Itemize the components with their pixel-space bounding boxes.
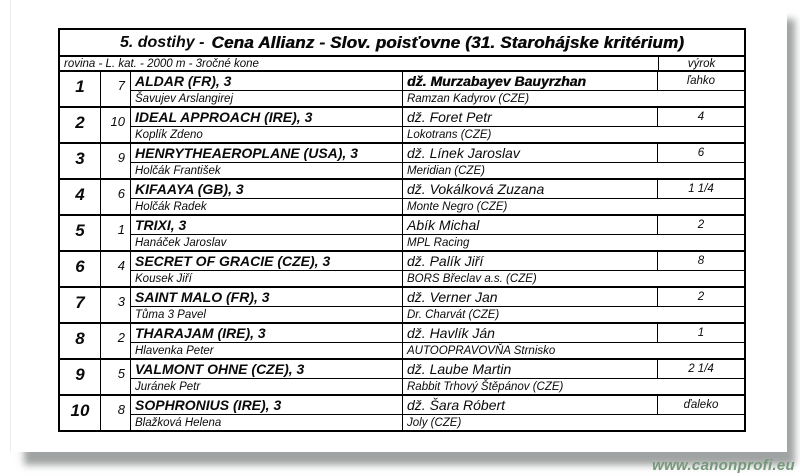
verdict-value: 4 [658,108,744,127]
verdict-value: 6 [658,144,744,163]
owner-name: Joly (CZE) [407,416,462,429]
jockey-name: dž. Laube Martin [403,360,658,379]
position-value: 6 [60,252,101,286]
position-value: 9 [60,360,101,394]
verdict-column-header: výrok [658,57,744,70]
race-conditions: rovina - L. kat. - 2000 m - 3ročné kone [64,57,259,70]
owner-name: Rabbit Trhový Štěpánov (CZE) [407,380,564,393]
start-number: 5 [101,360,131,394]
verdict-value: 1 1/4 [658,180,744,199]
result-row [60,396,744,430]
trainer-name: Koplík Zdeno [131,127,403,142]
verdict-value: 2 [658,288,744,307]
owner-name: BORS Břeclav a.s. (CZE) [407,272,537,285]
horse-name: IDEAL APPROACH (IRE), 3 [131,108,403,127]
jockey-name: dž. Šara Róbert [403,396,658,415]
start-number: 4 [101,252,131,286]
trainer-name: Tůma 3 Pavel [131,307,403,322]
horse-name: VALMONT OHNE (CZE), 3 [131,360,403,379]
race-results-table [58,28,746,432]
result-row [60,324,744,360]
start-number: 2 [101,324,131,358]
start-number: 8 [101,396,131,430]
verdict-value: ďaleko [658,396,744,415]
verdict-value: ľahko [658,72,744,91]
trainer-name: Hanáček Jaroslav [131,235,403,250]
start-number: 6 [101,180,131,214]
result-row [60,108,744,144]
jockey-name: dž. Foret Petr [403,108,658,127]
horse-name: SOPHRONIUS (IRE), 3 [131,396,403,415]
horse-name: TRIXI, 3 [131,216,403,235]
jockey-name: dž. Murzabayev Bauyrzhan [407,73,586,89]
trainer-name: Šavujev Arslangirej [131,91,403,106]
start-number: 1 [101,216,131,250]
owner-name: Monte Negro (CZE) [407,200,508,213]
result-row [60,144,744,180]
result-row [60,72,744,108]
scanned-page [10,0,787,452]
trainer-name: Holčák Radek [131,199,403,214]
race-title-row [60,30,744,57]
race-name: Cena Allianz - Slov. poisťovne (31. Starohájske kritérium) [211,32,685,52]
position-value: 7 [60,288,101,322]
owner-name: MPL Racing [407,236,470,249]
watermark-text: www.canonprofi.eu [652,457,795,474]
owner-name: Meridian (CZE) [407,164,485,177]
verdict-value: 2 [658,216,744,235]
start-number: 7 [101,72,131,106]
owner-name: AUTOOPRAVOVŇA Strnisko [407,344,556,357]
jockey-name: dž. Palík Jiří [403,252,658,271]
horse-name: SECRET OF GRACIE (CZE), 3 [131,252,403,271]
position-value: 1 [60,72,101,106]
position-value: 2 [60,108,101,142]
trainer-name: Hlavenka Peter [131,343,403,358]
verdict-value: 8 [658,252,744,271]
trainer-name: Holčák František [131,163,403,178]
result-row [60,216,744,252]
verdict-value: 2 1/4 [658,360,744,379]
position-value: 8 [60,324,101,358]
owner-name: Ramzan Kadyrov (CZE) [407,92,530,105]
jockey-name: Abík Michal [403,216,658,235]
jockey-name: dž. Línek Jaroslav [403,144,658,163]
jockey-name: dž. Verner Jan [403,288,658,307]
horse-name: ALDAR (FR), 3 [131,72,403,91]
position-value: 5 [60,216,101,250]
horse-name: SAINT MALO (FR), 3 [131,288,403,307]
start-number: 10 [101,108,131,142]
race-number: 5. dostihy - [119,33,205,51]
result-row [60,360,744,396]
start-number: 9 [101,144,131,178]
owner-name: Dr. Charvát (CZE) [407,308,500,321]
result-row [60,252,744,288]
trainer-name: Blažková Helena [131,415,403,430]
jockey-name: dž. Havlík Ján [403,324,658,343]
trainer-name: Juránek Petr [131,379,403,394]
result-row [60,288,744,324]
result-row [60,180,744,216]
start-number: 3 [101,288,131,322]
position-value: 10 [60,396,101,430]
position-value: 4 [60,180,101,214]
verdict-value: 1 [658,324,744,343]
jockey-name: dž. Vokálková Zuzana [403,180,658,199]
position-value: 3 [60,144,101,178]
conditions-row [60,57,744,72]
trainer-name: Kousek Jiří [131,271,403,286]
horse-name: HENRYTHEAEROPLANE (USA), 3 [131,144,403,163]
horse-name: KIFAAYA (GB), 3 [131,180,403,199]
owner-name: Lokotrans (CZE) [407,128,492,141]
horse-name: THARAJAM (IRE), 3 [131,324,403,343]
